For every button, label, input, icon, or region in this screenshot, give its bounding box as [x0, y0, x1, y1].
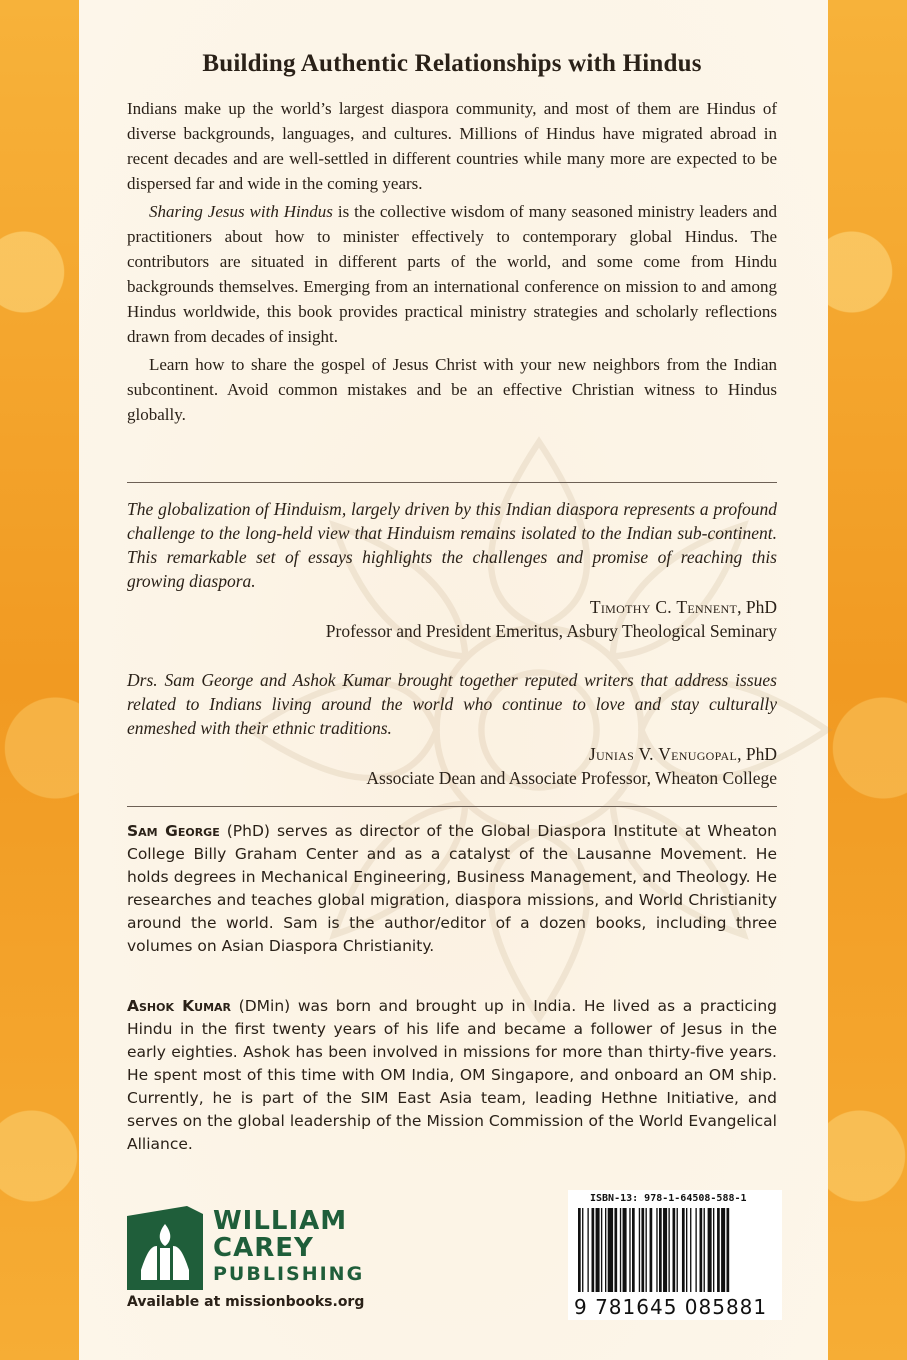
left-decorative-border	[0, 0, 79, 1360]
barcode-bar	[632, 1208, 635, 1292]
barcode-bar	[650, 1208, 653, 1292]
barcode-bar	[587, 1208, 588, 1292]
barcode-bar	[639, 1208, 640, 1292]
candle-logo-icon	[127, 1206, 203, 1290]
barcode-bar	[659, 1208, 662, 1292]
barcode-bar	[700, 1208, 703, 1292]
barcode-bar	[721, 1208, 725, 1292]
endorsement	[127, 668, 777, 790]
description-paragraph: Sharing Jesus with Hindus is the collective wisdom of many seasoned ministry leaders and practitioners about how to minister effectively to contemporary global Hindus. The contributors are situated in different parts of the world, and some come from Hindu backgrounds themselves. Emerging from an international conference on mission to and among Hindus worldwide, this book provides practical ministry strategies and scholarly reflections drawn from decades of insight.	[127, 202, 778, 346]
author-name: Sam George	[127, 822, 220, 840]
description-paragraph: Indians make up the world’s largest diaspora community, and most of them are Hindus of diverse backgrounds, languages, and cultures. Millions of Hindus have migrated abroad in recent decades and are well-settled in different countries while many more are expected to be dispersed far and wide in the coming years.	[127, 99, 777, 193]
barcode-bar	[629, 1208, 630, 1292]
endorsement-quote: Drs. Sam George and Ashok Kumar brought together reputed writers that address issues related to Indians living around the world who continue to love and stay culturally enmeshed with their ethnic traditions.	[127, 670, 777, 738]
barcode-bar	[690, 1208, 691, 1292]
barcode-bar	[605, 1208, 606, 1292]
endorser-role: Associate Dean and Associate Professor, Wheaton College	[366, 768, 777, 788]
endorsement-quote: The globalization of Hinduism, largely driven by this Indian diaspora represents a profound challenge to the long-held view that Hinduism remains isolated to the Indian sub-continent. This remarkable set of essays highlights the challenges and promise of reaching this growing diaspora.	[127, 499, 777, 591]
description-paragraph: Learn how to share the gospel of Jesus Christ with your new neighbors from the Indian subcontinent. Avoid common mistakes and be an effective Christian witness to Hindus globally.	[127, 355, 777, 424]
publisher-logo	[127, 1206, 387, 1316]
barcode-bar	[656, 1208, 657, 1292]
barcode-bar	[668, 1208, 669, 1292]
barcode-bar	[596, 1208, 600, 1292]
barcode-bar	[608, 1208, 613, 1292]
barcode-bar	[727, 1208, 730, 1292]
barcode-bar	[614, 1208, 617, 1292]
endorser: Timothy C. Tennent, PhD	[589, 597, 777, 617]
barcode-bar	[695, 1208, 696, 1292]
barcode-bar	[686, 1208, 687, 1292]
publisher-name: WILLIAM CAREY PUBLISHING	[213, 1206, 365, 1285]
availability-note: Available at missionbooks.org	[127, 1294, 365, 1310]
endorser-role: Professor and President Emeritus, Asbury Theological Seminary	[325, 621, 777, 641]
barcode-bars	[576, 1208, 774, 1294]
barcode-bar	[673, 1208, 676, 1292]
barcode-bar	[578, 1208, 581, 1292]
divider	[127, 482, 777, 483]
book-title-italic: Sharing Jesus with Hindus	[149, 202, 333, 221]
author-bio: Sam George (PhD) serves as director of the Global Diaspora Institute at Wheaton College Billy Graham Center and as a catalyst of the Lausanne Movement. He holds degrees in Mechanical Engineering, Business Management, and Theology. He researches and teaches global migration, diaspora missions, and World Christianity around the world. Sam is the author/editor of a dozen books, including three volumes on Asian Diaspora Christianity.	[127, 822, 777, 955]
book-heading: Building Authentic Relationships with Hindus	[202, 50, 702, 77]
divider	[127, 806, 777, 807]
barcode-bar	[713, 1208, 714, 1292]
barcode-bar	[708, 1208, 712, 1292]
isbn-label: ISBN-13: 978-1-64508-588-1	[590, 1193, 747, 1204]
author-name: Ashok Kumar	[127, 997, 232, 1015]
barcode-bar	[641, 1208, 644, 1292]
barcode-bar	[663, 1208, 667, 1292]
endorser: Junias V. Venugopal, PhD	[588, 744, 777, 764]
barcode-bar	[601, 1208, 602, 1292]
barcode-bar	[704, 1208, 705, 1292]
barcode-bar	[646, 1208, 647, 1292]
author-bio: Ashok Kumar (DMin) was born and brought up in India. He lived as a practicing Hindu in the first twenty years of his life and became a follower of Jesus in the early eighties. Ashok has been involved in missions for more than thirty-five years. He spent most of this time with OM India, OM Singapore, and onboard an OM ship. Currently, he is part of the SIM East Asia team, leading Hethne Initiative, and serves on the global leadership of the Mission Commission of the World Evangelical Alliance.	[127, 997, 777, 1153]
book-description	[127, 96, 777, 430]
barcode-bar	[592, 1208, 595, 1292]
barcode-bar	[717, 1208, 720, 1292]
barcode-digits: 9 781645 085881	[574, 1295, 768, 1319]
endorsement	[127, 497, 777, 643]
barcode-bar	[677, 1208, 678, 1292]
barcode-bar	[620, 1208, 621, 1292]
barcode-bar	[582, 1208, 583, 1292]
barcode-bar	[623, 1208, 627, 1292]
isbn-barcode	[568, 1190, 782, 1320]
barcode-bar	[682, 1208, 685, 1292]
